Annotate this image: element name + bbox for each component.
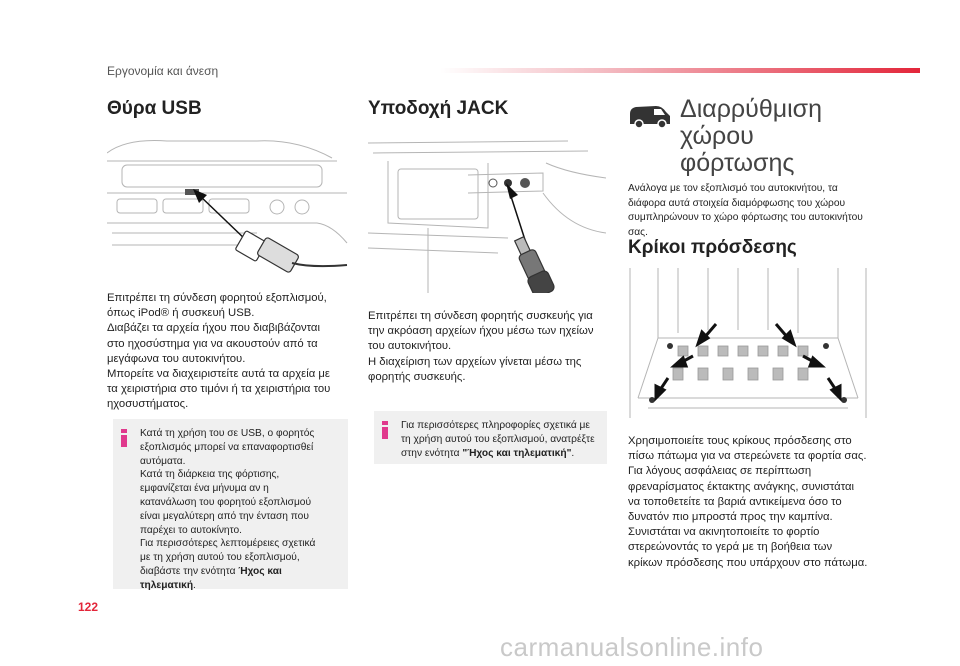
usb-info-line: με τη χρήση αυτού του εξοπλισμού,: [140, 552, 300, 564]
usb-description: [107, 291, 352, 413]
usb-desc-line: Διαβάζει τα αρχεία ήχου που διαβιβάζονται: [107, 322, 320, 335]
usb-info-line: εμφανίζεται ένα μήνυμα αν η: [140, 483, 269, 495]
chapter-title: [680, 96, 822, 177]
rings-desc-line: Για λόγους ασφάλειας σε περίπτωση: [628, 465, 812, 478]
usb-info-text: [140, 427, 338, 593]
rings-desc-line: Συνιστάται να ακινητοποιείτε το φορτίο: [628, 526, 820, 539]
jack-section-title: Υποδοχή JACK: [368, 98, 509, 119]
usb-info-end: .: [193, 579, 196, 591]
usb-info-line: Για περισσότερες λεπτομέρειες σχετικά: [140, 538, 316, 550]
usb-section-title: Θύρα USB: [107, 98, 202, 119]
usb-desc-line: ηχοσυστήματος.: [107, 398, 189, 411]
jack-description: [368, 309, 608, 385]
usb-info-link-telematics: τηλεματική: [140, 579, 194, 591]
usb-desc-line: μεγάφωνα του αυτοκινήτου.: [107, 352, 246, 365]
jack-desc-line: φορητής συσκευής.: [368, 370, 466, 383]
chapter-title-line: χώρου: [680, 122, 754, 150]
usb-info-box: [113, 419, 348, 589]
lashing-rings-title: Κρίκοι πρόσδεσης: [628, 237, 797, 258]
usb-info-line: παρέχει το αυτοκίνητο.: [140, 524, 242, 536]
usb-desc-line: τα χειριστήρια στο τιμόνι ή τα χειριστήρια του: [107, 383, 331, 396]
rings-desc-line: δυνατόν πιο μπροστά προς την καμπίνα.: [628, 511, 833, 524]
jack-info-line: τη χρήση αυτού του εξοπλισμού, ανατρέξτε: [401, 433, 595, 445]
page-number: 122: [78, 600, 99, 614]
chapter-intro: Ανάλογα με τον εξοπλισμό του αυτοκινήτου, τα διάφορα αυτά στοιχεία διαμόρφωσης του χώρου συμπληρώνουν το χώρο φόρτωσης του αυτοκινήτου σας.: [628, 183, 863, 238]
jack-info-link-audio-telematics: "Ήχος και τηλεματική": [462, 447, 572, 459]
usb-info-line: Κατά τη χρήση του σε USB, ο φορητός: [140, 428, 315, 439]
usb-desc-line: όπως iPod® ή συσκευή USB.: [107, 307, 255, 320]
jack-socket-illustration: [368, 133, 606, 293]
lashing-rings-illustration: [628, 268, 868, 418]
usb-info-line: Κατά τη διάρκεια της φόρτισης,: [140, 469, 280, 481]
jack-info-end: .: [571, 447, 575, 459]
usb-desc-line: Μπορείτε να διαχειριστείτε αυτά τα αρχεία με: [107, 368, 330, 381]
rings-desc-line: να τοποθετείτε τα βαριά αντικείμενα όσο το: [628, 495, 842, 508]
usb-desc-line: στο ηχοσύστημα για να ακουστούν από τα: [107, 337, 318, 350]
header-accent-bar: [440, 68, 920, 73]
chapter-title-line: Διαρρύθμιση: [680, 95, 823, 123]
usb-port-illustration: [107, 133, 349, 275]
usb-info-line: είναι μεγαλύτερη από την ένταση που: [140, 510, 309, 522]
info-icon: [380, 421, 390, 439]
rings-desc-line: Χρησιμοποιείτε τους κρίκους πρόσδεσης στο: [628, 435, 852, 447]
rings-desc-line: κρίκων πρόσδεσης που υπάρχουν στο πάτωμα.: [628, 556, 868, 569]
chapter-title-line: φόρτωσης: [680, 149, 795, 177]
jack-desc-line: Η διαχείριση των αρχείων γίνεται μέσω της: [368, 355, 582, 368]
rings-desc-line: στερεώνοντάς το γερά με τη βοήθεια των: [628, 541, 833, 554]
lashing-rings-description: [628, 434, 873, 571]
rings-desc-line: πίσω πάτωμα για να στερεώνετε τα φορτία σας.: [628, 450, 867, 463]
usb-info-line: κατανάλωση του φορητού εξοπλισμού: [140, 496, 312, 508]
watermark: carmanualsonline.info: [500, 632, 764, 662]
rings-desc-line: φρεναρίσματος έκτακτης ανάγκης, συνιστάται: [628, 480, 855, 493]
usb-info-line: εξοπλισμός μπορεί να επαναφορτισθεί: [140, 441, 314, 453]
van-icon: [628, 104, 672, 128]
usb-desc-line: Επιτρέπει τη σύνδεση φορητού εξοπλισμού,: [107, 292, 327, 304]
info-icon: [119, 429, 129, 447]
usb-info-line: αυτόματα.: [140, 455, 186, 467]
jack-desc-line: του αυτοκινήτου.: [368, 340, 452, 353]
jack-info-line: στην ενότητα: [401, 447, 463, 459]
section-header-title: Εργονομία και άνεση: [107, 64, 219, 78]
jack-info-box: [374, 411, 607, 464]
jack-desc-line: την ακρόαση αρχείων ήχου μέσω των ηχείων: [368, 325, 594, 338]
usb-info-line: διαβάστε την ενότητα: [140, 565, 239, 577]
jack-desc-line: Επιτρέπει τη σύνδεση φορητής συσκευής για: [368, 310, 593, 322]
jack-info-line: Για περισσότερες πληροφορίες σχετικά με: [401, 420, 590, 431]
jack-info-text: [401, 419, 597, 460]
usb-info-link-audio: Ήχος και: [238, 565, 282, 577]
